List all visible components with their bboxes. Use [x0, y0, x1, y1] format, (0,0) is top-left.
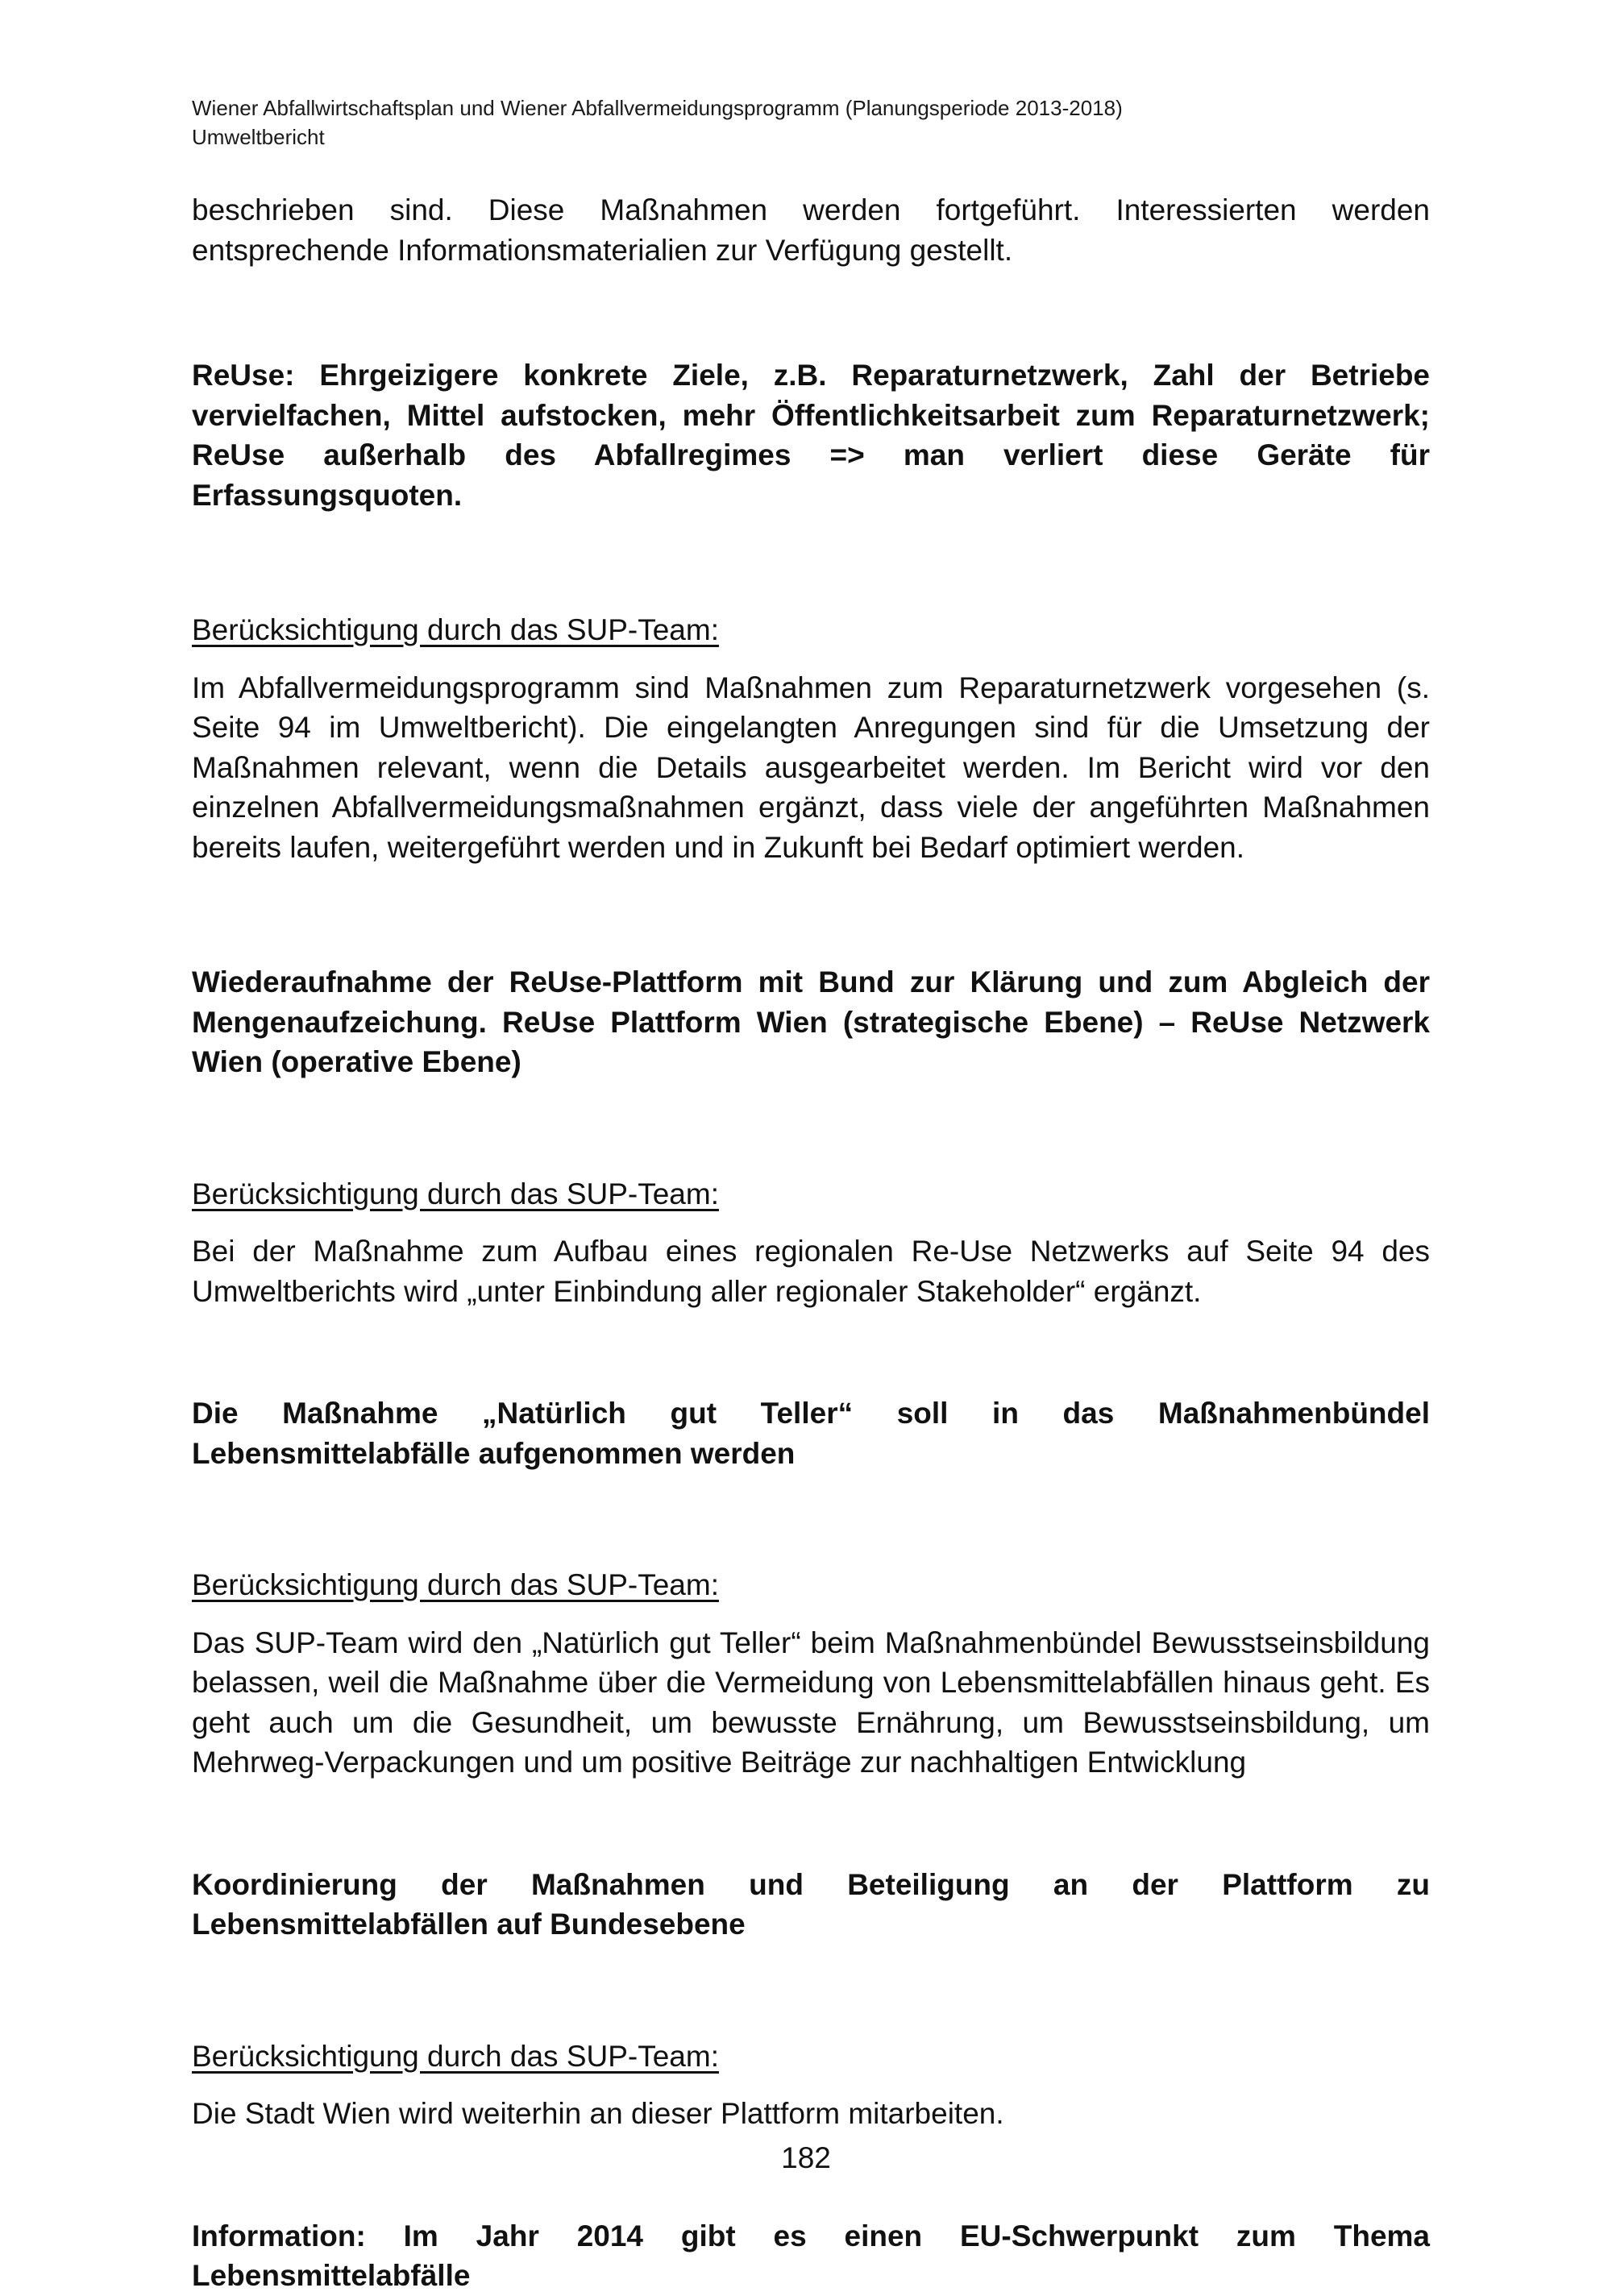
response-label: Berücksichtigung durch das SUP-Team:: [192, 613, 719, 646]
section-heading: Die Maßnahme „Natürlich gut Teller“ soll in das Maßnahmenbündel Lebensmittelabfälle aufgenommen werden: [192, 1397, 1430, 1470]
header-title: Wiener Abfallwirtschaftsplan und Wiener Abfallvermeidungsprogramm (Planungsperiode 2013-2018): [192, 96, 1123, 120]
response-paragraph: Das SUP-Team wird den „Natürlich gut Teller“ beim Maßnahmenbündel Bewusstseinsbildung belassen, weil die Maßnahme über die Vermeidung von Lebensmittelabfällen hinaus geht. Es geht auch um die Gesundheit, um bewusste Ernährung, um Bewusstseinsbildung, um Mehrweg-Verpackungen und um positive Beiträge zur nachhaltigen Entwicklung: [192, 1625, 1430, 1779]
response-paragraph: Die Stadt Wien wird weiterhin an dieser Plattform mitarbeiten.: [192, 2097, 1004, 2130]
response-paragraph: Im Abfallvermeidungsprogramm sind Maßnahmen zum Reparaturnetzwerk vorgesehen (s. Seite 94 im Umweltbericht). Die eingelangten Anregungen sind für die Umsetzung der Maßnahmen relevant, wenn die Details ausgearbeitet werden. Im Bericht wird vor den einzelnen Abfallvermeidungsmaßnahmen ergänzt, dass viele der angeführten Maßnahmen bereits laufen, weitergeführt werden und in Zukunft bei Bedarf optimiert werden.: [192, 671, 1430, 864]
section-heading: Koordinierung der Maßnahmen und Beteiligung an der Plattform zu Lebensmittelabfällen auf Bundesebene: [192, 1867, 1430, 1941]
page-number: 182: [781, 2141, 831, 2174]
response-label: Berücksichtigung durch das SUP-Team:: [192, 2039, 719, 2073]
running-header: [192, 93, 1433, 152]
section-heading: ReUse: Ehrgeizigere konkrete Ziele, z.B. Reparaturnetzwerk, Zahl der Betriebe vervielfachen, Mittel aufstocken, mehr Öffentlichkeitsarbeit zum Reparaturnetzwerk; ReUse außerhalb des Abfallregimes => man verliert diese Geräte für Erfassungsquoten.: [192, 359, 1430, 512]
document-body: [192, 190, 1430, 2296]
closing-heading: Information: Im Jahr 2014 gibt es einen EU-Schwerpunkt zum Thema Lebensmittelabfälle: [192, 2219, 1430, 2292]
response-label: Berücksichtigung durch das SUP-Team:: [192, 1568, 719, 1601]
response-label: Berücksichtigung durch das SUP-Team:: [192, 1177, 719, 1210]
header-subtitle: Umweltbericht: [192, 125, 325, 149]
section-heading: Wiederaufnahme der ReUse-Plattform mit Bund zur Klärung und zum Abgleich der Mengenaufzeichung. ReUse Plattform Wien (strategische Ebene) – ReUse Netzwerk Wien (operative Ebene): [192, 965, 1430, 1078]
intro-paragraph: beschrieben sind. Diese Maßnahmen werden fortgeführt. Interessierten werden entsprechende Informationsmaterialien zur Verfügung gestellt.: [192, 193, 1430, 267]
response-paragraph: Bei der Maßnahme zum Aufbau eines regionalen Re-Use Netzwerks auf Seite 94 des Umweltberichts wird „unter Einbindung aller regionaler Stakeholder“ ergänzt.: [192, 1235, 1430, 1308]
